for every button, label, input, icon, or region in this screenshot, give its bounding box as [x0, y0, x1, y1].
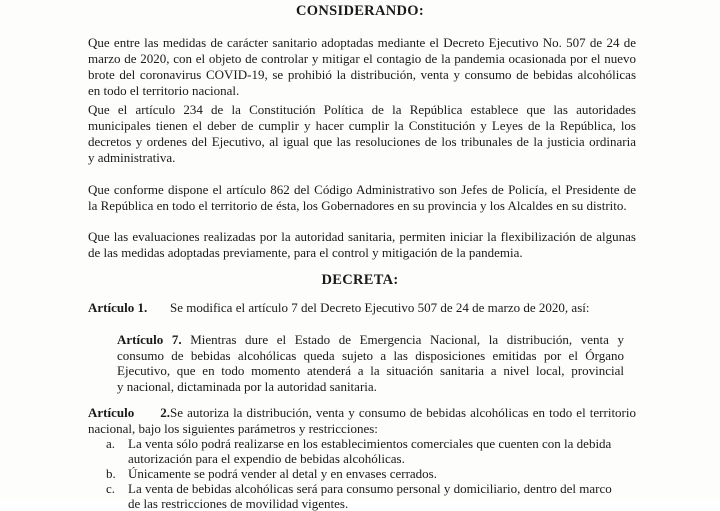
considerando-paragraph-1: [88, 35, 636, 99]
articulo-1: [88, 300, 590, 316]
articulo-7-label: Artículo 7.: [117, 332, 182, 347]
text-line: Que entre las medidas de carácter sanitario adoptadas mediante el Decreto Ejecutivo No. 507 de 24 de: [88, 35, 636, 50]
articulo-2-label: Artículo 2.: [88, 405, 170, 420]
text-line: La venta de bebidas alcohólicas será para consumo personal y domiciliario, dentro del marco: [128, 481, 612, 496]
articulo-2-first-line: Se autoriza la distribución, venta y consumo de bebidas alcohólicas en todo el territorio: [170, 405, 636, 420]
text-line: Que las evaluaciones realizadas por la autoridad sanitaria, permiten iniciar la flexibilización de algunas: [88, 229, 636, 244]
list-item: [106, 481, 636, 511]
list-marker: c.: [106, 481, 116, 496]
heading-decreta: DECRETA:: [321, 272, 399, 288]
text-line: Que el artículo 234 de la Constitución Política de la República establece que las autoridades: [88, 102, 636, 117]
text-line: decretos y ordenes del Ejecutivo, al igual que las resoluciones de los tribunales de la justicia ordinaria: [88, 134, 636, 149]
text-line: la República en todo el territorio de ésta, los Gobernadores en su provincia y los Alcaldes en su distrito.: [88, 198, 627, 213]
text-line: La venta sólo podrá realizarse en los establecimientos comerciales que cuenten con la debida: [128, 436, 612, 451]
text-line: de las restricciones de movilidad vigentes.: [128, 496, 349, 511]
articulo-2: [88, 405, 636, 436]
considerando-paragraph-3: [88, 182, 636, 214]
text-line: Ejecutivo, que en todo momento atenderá a la situación sanitaria a nivel local, provincial: [117, 363, 624, 378]
text-line: en todo el territorio nacional.: [88, 83, 240, 98]
articulo-7-first-line: Mientras dure el Estado de Emergencia Nacional, la distribución, venta y: [190, 332, 624, 347]
heading-considerando: CONSIDERANDO:: [296, 3, 424, 19]
text-line: [88, 405, 636, 421]
text-line: marzo de 2020, con el objeto de controlar y mitigar el contagio de la pandemia ocasionada por el nuevo: [88, 51, 636, 66]
text-line: consumo de bebidas alcohólicas queda sujeto a las disposiciones emitidas por el Órgano: [117, 347, 624, 363]
text-line: y administrativa.: [88, 150, 176, 165]
text-line: [117, 332, 624, 348]
text-line: municipales tienen el deber de cumplir y hacer cumplir la Constitución y Leyes de la República, los: [88, 118, 636, 133]
text-line: de las medidas adoptadas previamente, para el control y mitigación de la pandemia.: [88, 245, 523, 260]
considerando-paragraph-4: [88, 229, 636, 261]
list-item: [106, 466, 636, 481]
text-line: nacional, bajo los siguientes parámetros y restricciones:: [88, 420, 378, 436]
text-line: Únicamente se podrá vender al detal y en envases cerrados.: [128, 466, 437, 481]
considerando-paragraph-2: [88, 102, 636, 166]
articulo-7-quote: [117, 332, 624, 394]
text-line: y nacional, dictaminada por la autoridad sanitaria.: [117, 378, 377, 394]
articulo-1-text: Se modifica el artículo 7 del Decreto Ejecutivo 507 de 24 de marzo de 2020, así:: [170, 300, 590, 315]
text-line: autorización para el expendio de bebidas alcohólicas.: [128, 451, 405, 466]
list-marker: a.: [106, 436, 116, 451]
text-line: brote del coronavirus COVID-19, se prohibió la distribución, venta y consumo de bebidas alcohólicas: [88, 67, 636, 82]
list-item: [106, 436, 636, 466]
text-line: Que conforme dispone el artículo 862 del Código Administrativo son Jefes de Policía, el Presidente de: [88, 182, 636, 197]
list-marker: b.: [106, 466, 116, 481]
articulo-1-label: Artículo 1.: [88, 300, 148, 315]
articulo-2-list: [106, 436, 636, 511]
